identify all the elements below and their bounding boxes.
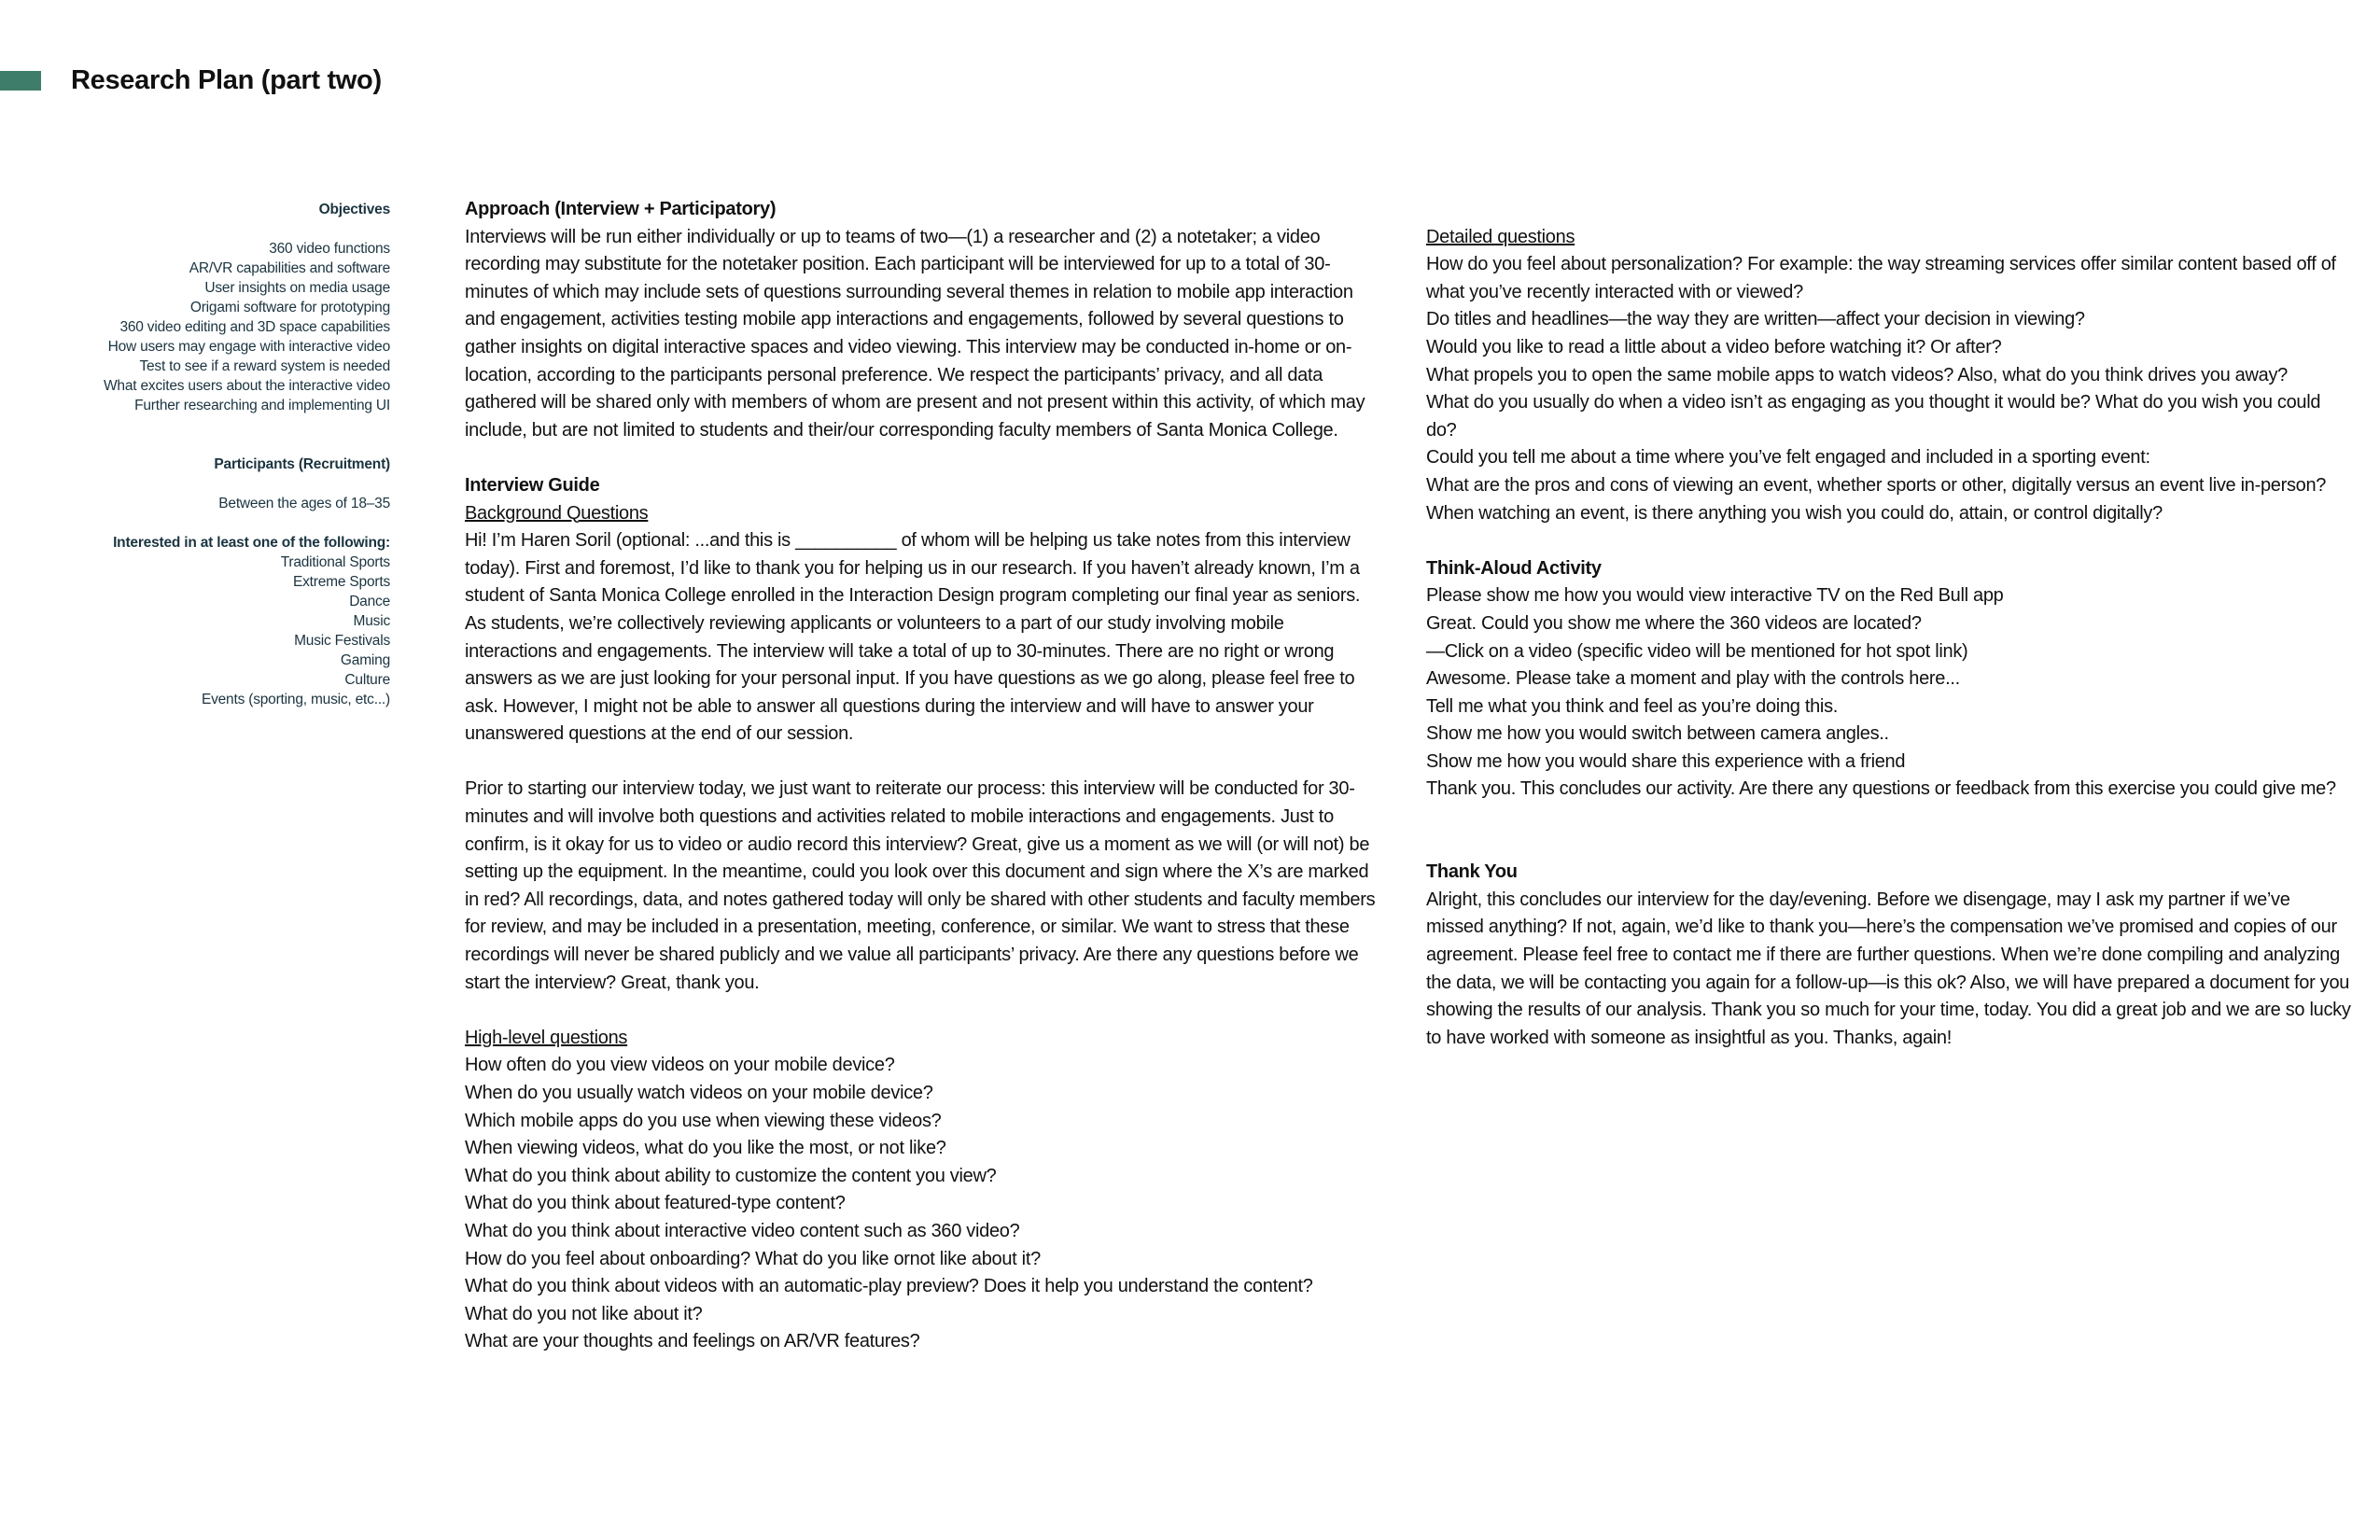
objective-item: AR/VR capabilities and software [189, 260, 390, 276]
objective-item: Origami software for prototyping [189, 300, 390, 315]
question-item: Could you tell me about a time where you’ve felt engaged and included in a sporting event: [1426, 447, 2150, 469]
approach-heading: Approach (Interview + Participatory) [465, 199, 777, 219]
interests-list [37, 553, 390, 709]
question-item: What do you not like about it? [465, 1303, 703, 1324]
activity-step: —Click on a video (specific video will be mentioned for hot spot link) [1426, 640, 1968, 662]
interest-item: Music Festivals [294, 633, 390, 649]
question-item: Which mobile apps do you use when viewing these videos? [465, 1110, 942, 1131]
background-questions-heading: Background Questions [465, 502, 649, 524]
question-item: What do you usually do when a video isn’t as engaging as you thought it would be? What do you wish you could do? [1426, 392, 2321, 441]
activity-step: Tell me what you think and feel as you’re doing this. [1426, 695, 1839, 717]
think-aloud-heading: Think-Aloud Activity [1426, 557, 1602, 579]
interest-item: Culture [344, 672, 390, 688]
interest-item: Music [353, 613, 390, 629]
objectives-heading: Objectives [318, 202, 390, 217]
detailed-questions-heading: Detailed questions [1426, 226, 1575, 247]
question-item: What do you think about featured-type content? [465, 1193, 846, 1214]
interest-item: Extreme Sports [292, 574, 390, 590]
question-item: How often do you view videos on your mobile device? [465, 1055, 895, 1076]
interest-item: Events (sporting, music, etc...) [201, 692, 390, 707]
interests-heading: Interested in at least one of the following: [113, 535, 390, 551]
think-aloud-steps [1426, 582, 2352, 804]
question-item: Do titles and headlines—the way they are written—affect your decision in viewing? [1426, 309, 2085, 330]
thank-you-body: Alright, this concludes our interview for the day/evening. Before we disengage, may I ask my partner if we’ve missed anything? If not, again, we’d like to thank you—here’s the compensation we’ve promised and copies of our agreement. Please feel free to contact me if there are further questions. When we’re done compiling and analyzing the data, we will be contacting you again for a follow-up—is this ok? Also, we will have prepared a document for you showing the results of our analysis. Thank you so much for your time, today. You did a great job and we are so lucky to have worked with someone as insightful as you. Thanks, again! [1426, 889, 2351, 1048]
page-title: Research Plan (part two) [71, 65, 382, 95]
objective-item: Test to see if a reward system is needed [139, 358, 390, 374]
interest-item: Gaming [340, 652, 390, 668]
objectives-list [37, 239, 390, 415]
question-item: What are your thoughts and feelings on AR/VR features? [465, 1331, 920, 1352]
question-item: What do you think about interactive video content such as 360 video? [465, 1220, 1020, 1241]
question-item: When watching an event, is there anything you wish you could do, attain, or control digitally? [1426, 502, 2163, 524]
activity-step: Awesome. Please take a moment and play with the controls here... [1426, 668, 1960, 690]
question-item: When viewing videos, what do you like the most, or not like? [465, 1138, 946, 1159]
question-item: What are the pros and cons of viewing an event, whether sports or other, digitally versus an event live in-person? [1426, 474, 2327, 496]
participants-heading: Participants (Recruitment) [214, 456, 390, 472]
age-range: Between the ages of 18–35 [218, 496, 390, 511]
question-item: When do you usually watch videos on your mobile device? [465, 1083, 933, 1103]
question-item: How do you feel about onboarding? What do you like ornot like about it? [465, 1248, 1041, 1269]
question-item: What do you think about ability to customize the content you view? [465, 1165, 997, 1186]
interview-guide-heading: Interview Guide [465, 474, 600, 496]
high-level-questions-heading: High-level questions [465, 1027, 628, 1048]
accent-bar [0, 71, 41, 91]
objective-item: Further researching and implementing UI [134, 398, 390, 413]
question-item: What propels you to open the same mobile apps to watch videos? Also, what do you think drives you away? [1426, 364, 2288, 385]
objective-item: 360 video functions [269, 241, 390, 257]
activity-step: Please show me how you would view interactive TV on the Red Bull app [1426, 585, 2004, 607]
interest-item: Dance [349, 594, 390, 609]
approach-body: Interviews will be run either individually or up to teams of two—(1) a researcher and (2) a notetaker; a video recording may substitute for the notetaker position. Each participant will be interviewed for up to a total of 30-minutes of which may include sets of questions surrounding several themes in relation to mobile app interaction and engagement, activities testing mobile app interactions and engagements, followed by several questions to gather insights on digital interactive spaces and video viewing. This interview may be conducted in-home or on-location, according to the participants personal preference. We respect the participants’ privacy, and all data gathered will be shared only with members of whom are present and not present within this activity, of which may include, but are not limited to students and their/our corresponding faculty members of Santa Monica College. [465, 226, 1365, 441]
activity-step: Show me how you would switch between camera angles.. [1426, 723, 1889, 745]
objective-item: 360 video editing and 3D space capabilities [119, 319, 390, 335]
objective-item: How users may engage with interactive video [107, 339, 390, 355]
sidebar [37, 200, 390, 709]
middle-column [465, 196, 1379, 1356]
objective-item: What excites users about the interactive video [104, 378, 390, 394]
high-level-questions-list [465, 1052, 1379, 1356]
activity-step: Show me how you would share this experience with a friend [1426, 750, 1906, 772]
thank-you-heading: Thank You [1426, 861, 1518, 883]
objective-item: User insights on media usage [204, 280, 390, 296]
question-item: What do you think about videos with an automatic-play preview? Does it help you understand the content? [465, 1276, 1313, 1297]
question-item: How do you feel about personalization? For example: the way streaming services offer similar content based off of what you’ve recently interacted with or viewed? [1426, 254, 2336, 302]
intro-paragraph: Hi! I’m Haren Soril (optional: ...and this is __________ of whom will be helping us take notes from this interview today). First and foremost, I’d like to thank you for helping us in our research. If you haven’t already known, I’m a student of Santa Monica College enrolled in the Interaction Design program completing our final year as seniors. As students, we’re collectively reviewing applicants or volunteers to a part of our study involving mobile interactions and engagements. The interview will take a total of up to 30-minutes. There are no right or wrong answers as we are just looking for your personal input. If you have questions as we go along, please feel free to ask. However, I might not be able to answer all questions during the interview and will have to answer your unanswered questions at the end of our session. [465, 530, 1361, 745]
interest-item: Traditional Sports [280, 554, 390, 570]
process-paragraph: Prior to starting our interview today, we just want to reiterate our process: this interview will be conducted for 30-minutes and will involve both questions and activities related to mobile interactions and engagements. Just to confirm, is it okay for us to video or audio record this interview? Great, give us a moment as we will (or will not) be setting up the equipment. In the meantime, could you look over this document and sign where the X’s are marked in red? All recordings, data, and notes gathered today will only be shared with other students and faculty members for review, and may be included in a presentation, meeting, conference, or similar. We want to stress that these recordings will never be shared publicly and we value all participants’ privacy. Are there any questions before we start the interview? Great, thank you. [465, 778, 1376, 993]
question-item: Would you like to read a little about a video before watching it? Or after? [1426, 336, 2002, 357]
activity-step: Thank you. This concludes our activity. Are there any questions or feedback from this exercise you could give me? [1426, 778, 2336, 800]
right-column [1426, 196, 2352, 1052]
detailed-questions-list [1426, 251, 2352, 527]
activity-step: Great. Could you show me where the 360 videos are located? [1426, 612, 1922, 634]
